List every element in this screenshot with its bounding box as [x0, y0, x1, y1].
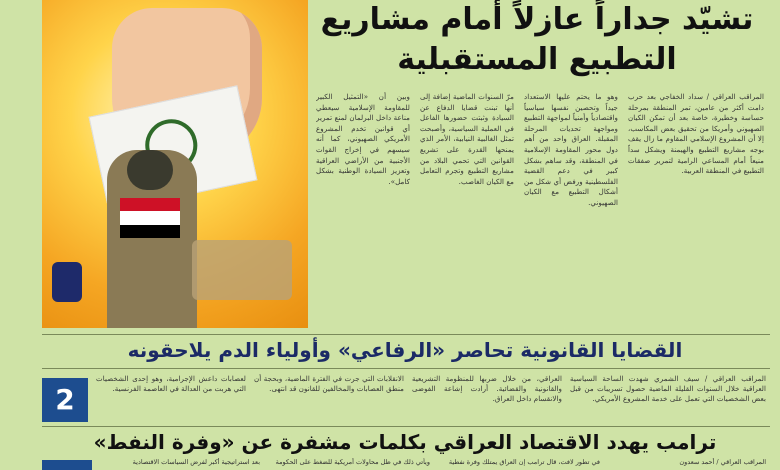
headline-line1: تشيّد جداراً عازلاً أمام مشاريع [320, 2, 754, 37]
author-photo [42, 460, 92, 470]
section3-column-2: في تطور لافت، قال ترامب إن العراق يمتلك وفرة نفطية [448, 458, 600, 466]
section2-column-4: لعصابات داعش الإجرامية، وهو إحدى الشخصيات التي هربت من العدالة في العاصمة الفرنسية. [96, 374, 246, 393]
section2-title: القضايا القانونية تحاصر «الرفاعي» وأولياء الدم يلاحقونه [127, 338, 683, 362]
section3-column-1: المراقب العراقي / أحمد سعدون [679, 458, 766, 466]
article-column-4: وبين أن «التمثيل الكبير للمقاومة الإسلامية سيعطي مناعة داخل البرلمان لمنع تمرير أي قوانين تخدم المشروع الأمريكي الصهيوني، كما أنه سيسهم في إخراج القوات الأجنبية من الأراضي العراقية وتعزيز السيادة الوطنية بشكل كامل». [316, 92, 410, 186]
section-divider [42, 334, 770, 335]
section2-column-1: المراقب العراقي / سيف الشمري شهدت الساحة السياسية العراقية خلال السنوات القليلة الماضية حصول تسريبات من قبل بعض الشخصيات التي تعمل على خدمة المشروع الأمريكي. [570, 374, 766, 403]
section3-column-3: ويأتي ذلك في ظل محاولات أمريكية للضغط على الحكومة [275, 458, 430, 466]
main-headline [312, 0, 762, 80]
section-divider [42, 368, 770, 369]
military-vehicle [192, 240, 292, 300]
section-divider [42, 426, 770, 427]
page-number-badge: 2 [42, 378, 88, 422]
article-column-1: المراقب العراقي / سداد الخفاجي بعد حرب دامت أكثر من عامين، تمر المنطقة بمرحلة حساسة وخطيرة، خاصة بعد أن تمكن الكيان الصهيوني وأمريكا من تحقيق بعض المكاسب، إلا أن المشروع الإسلامي المقاوم ما زال يقف بوجه مشاريع التطبيع والهيمنة ويشكل سداً منيعاً أمام المساعي الرامية لتمرير صفقات التطبيع في المنطقة العربية. [628, 92, 764, 176]
headline-line2: التطبيع المستقبلية [397, 42, 677, 77]
section2-column-3: الانقلابات التي جرت في الفترة الماضية، وبحجة أن منطق العصابات والمخالفين للقانون قد انتهى. [254, 374, 404, 393]
section3-column-4: بعد استراتيجية أكبر لفرض السياسات الاقتصادية [132, 458, 260, 466]
hero-image [42, 0, 308, 328]
iraq-flag-icon [120, 198, 180, 238]
article-column-3: مرّ السنوات الماضية إضافة إلى أنها تبنت قضايا الدفاع عن السيادة وثبتت حضورها الفاعل في العملية السياسية، وأصبحت تمثل الغالبية النيابية، الأمر الذي يمنحها القدرة على تشريع القوانين التي تحمي البلاد من مشاريع التطبيع وتجرم التعامل مع الكيان الغاصب. [420, 92, 514, 186]
resistance-logo-icon [52, 262, 82, 302]
section3-title: ترامب يهدد الاقتصاد العراقي بكلمات مشفرة عن «وفرة النفط» [93, 430, 717, 454]
section2-column-2: العراقي، من خلال ضربها للمنظومة التشريعية والقانونية والقضائية. أرادت إشاعة الفوضى والانقسام داخل العراق. [412, 374, 562, 403]
soldier-head [127, 150, 173, 190]
article-column-2: وهو ما يحتم عليها الاستعداد جيداً وتحصين نفسها سياسياً واقتصادياً وأمنياً لمواجهة التطبيع ومواجهة تحديات المرحلة المقبلة. العراق واحد من أهم دول محور المقاومة الإسلامية في المنطقة، وقد ساهم بشكل كبير في دعم القضية الفلسطينية ورفض أي شكل من أشكال التطبيع مع الكيان الصهيوني. [524, 92, 618, 207]
